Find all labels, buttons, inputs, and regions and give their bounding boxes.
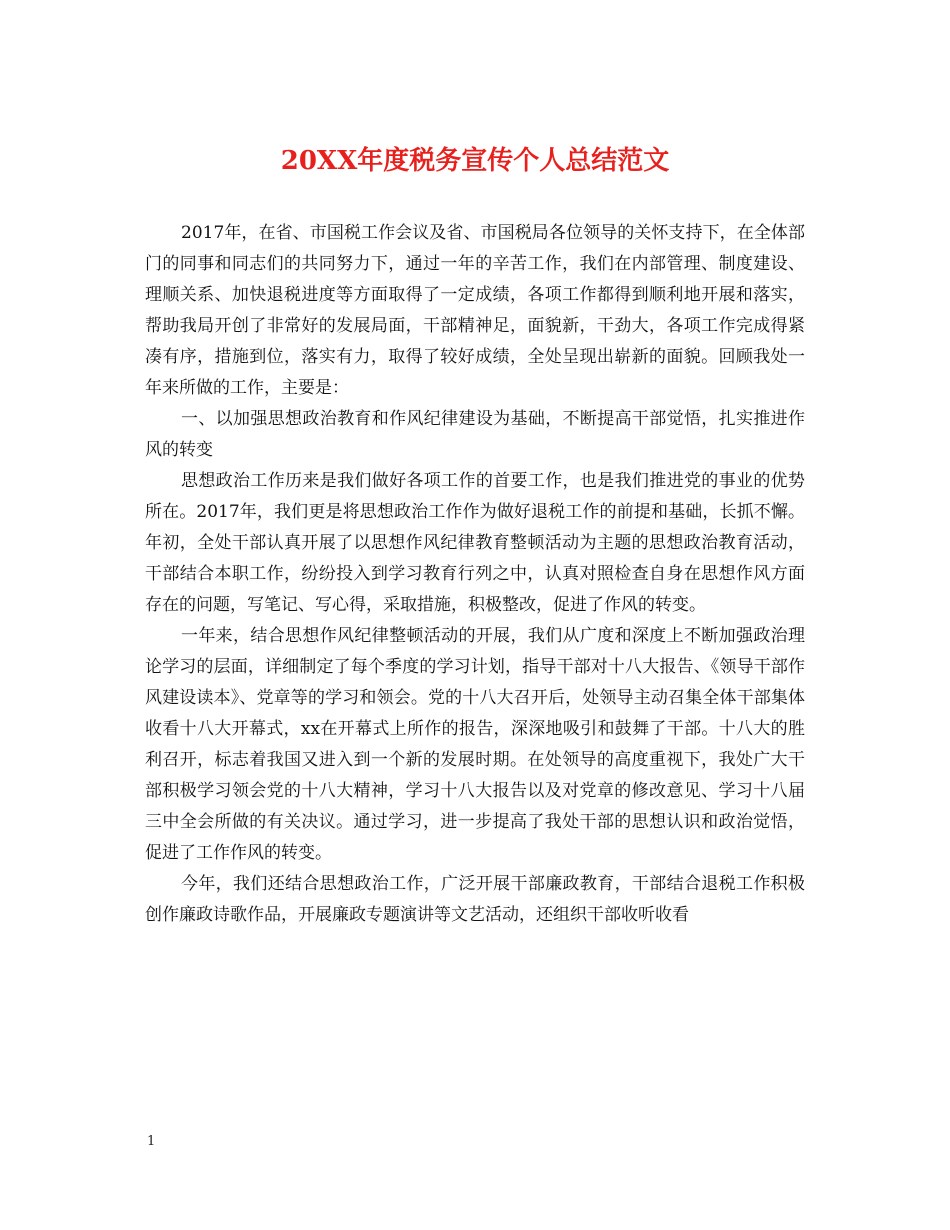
- document-body: [145, 218, 805, 931]
- section-heading-1: 一、以加强思想政治教育和作风纪律建设为基础，不断提高干部觉悟，扎实推进作风的转变: [145, 409, 805, 460]
- page-number: 1: [147, 1134, 156, 1149]
- paragraph-political-work: 思想政治工作历来是我们做好各项工作的首要工作，也是我们推进党的事业的优势所在。2017年，我们更是将思想政治工作作为做好退税工作的前提和基础，长抓不懈。年初，全处干部认真开展了以思想作风纪律教育整顿活动为主题的思想政治教育活动，干部结合本职工作，纷纷投入到学习教育行列之中，认真对照检查自身在思想作风方面存在的问题，写笔记、写心得，采取措施，积极整改，促进了作风的转变。: [145, 471, 805, 615]
- paragraph-integrity: 今年，我们还结合思想政治工作，广泛开展干部廉政教育，干部结合退税工作积极创作廉政诗歌作品，开展廉政专题演讲等文艺活动，还组织干部收听收看: [145, 874, 805, 925]
- document-title: 20XX年度税务宣传个人总结范文: [280, 146, 670, 176]
- paragraph-study: 一年来，结合思想作风纪律整顿活动的开展，我们从广度和深度上不断加强政治理论学习的层面，详细制定了每个季度的学习计划，指导干部对十八大报告、《领导干部作风建设读本》、党章等的学习和领会。党的十八大召开后，处领导主动召集全体干部集体收看十八大开幕式，xx在开幕式上所作的报告，深深地吸引和鼓舞了干部。十八大的胜利召开，标志着我国又进入到一个新的发展时期。在处领导的高度重视下，我处广大干部积极学习领会党的十八大精神，学习十八大报告以及对党章的修改意见、学习十八届三中全会所做的有关决议。通过学习，进一步提高了我处干部的思想认识和政治觉悟，促进了工作作风的转变。: [145, 626, 805, 863]
- paragraph-intro: 2017年，在省、市国税工作会议及省、市国税局各位领导的关怀支持下，在全体部门的同事和同志们的共同努力下，通过一年的辛苦工作，我们在内部管理、制度建设、理顺关系、加快退税进度等方面取得了一定成绩，各项工作都得到顺利地开展和落实，帮助我局开创了非常好的发展局面，干部精神足，面貌新，干劲大，各项工作完成得紧凑有序，措施到位，落实有力，取得了较好成绩，全处呈现出崭新的面貌。回顾我处一年来所做的工作，主要是：: [145, 223, 805, 398]
